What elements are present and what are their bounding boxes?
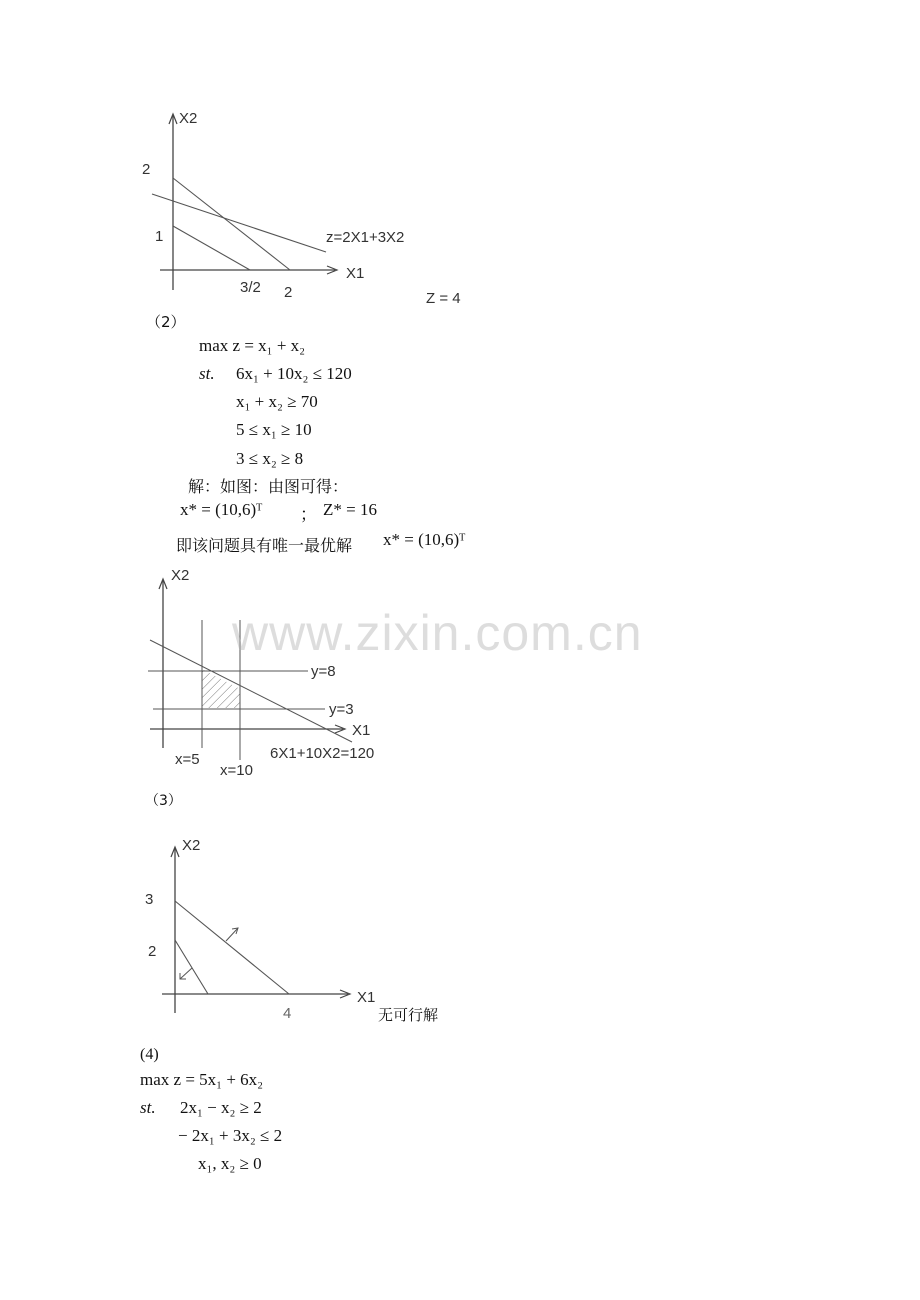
part2-st-label: st. [199, 364, 215, 383]
graph1-y-tick-1: 1 [155, 228, 164, 245]
graph3-line-2 [175, 940, 208, 994]
part4-objective: max z = 5x₁ + 6x₂ [140, 1070, 264, 1089]
graph1-y-tick-2: 2 [142, 161, 151, 178]
part2-objective: max z = x₁ + x₂ [199, 336, 306, 355]
part4-constraint-1: 2x₁ − x₂ ≥ 2 [180, 1098, 262, 1117]
graph3-arrow-lower [180, 968, 192, 979]
graph2-label-x5: x=5 [175, 751, 200, 768]
graph2-y-axis-label: X2 [171, 567, 190, 584]
graph1-objective-label: z=2X1+3X2 [326, 229, 405, 246]
graph3-y-axis-label: X2 [182, 837, 201, 854]
graph1-x-axis-label: X1 [346, 265, 365, 282]
graph3-no-solution: 无可行解 [378, 1006, 439, 1024]
graph3-arrow-upper [226, 928, 238, 941]
part2-constraint-4: 3 ≤ x₂ ≥ 8 [236, 449, 304, 468]
part4-constraint-2: − 2x₁ + 3x₂ ≤ 2 [178, 1126, 283, 1145]
part4-constraint-3: x₁, x₂ ≥ 0 [198, 1154, 262, 1173]
watermark: www.zixin.com.cn [232, 605, 643, 661]
graph2-label-y8: y=8 [311, 663, 336, 680]
part2-conclusion-x: x* = (10,6)ᵀ [383, 530, 466, 549]
part2-solution-intro: 解：如图：由图可得： [188, 477, 349, 496]
part2-constraint-3: 5 ≤ x₁ ≥ 10 [236, 420, 312, 439]
part2-constraint-1: 6x₁ + 10x₂ ≤ 120 [236, 364, 352, 383]
graph2-label-y3: y=3 [329, 701, 354, 718]
graph3-x-axis-label: X1 [357, 989, 376, 1006]
graph1-x-tick-2: 2 [284, 284, 293, 301]
part2-constraint-2: x₁ + x₂ ≥ 70 [236, 392, 318, 411]
part2-z-star: Z* = 16 [323, 500, 377, 519]
graph1-z-value: Z = 4 [426, 290, 461, 307]
part3-number: （3） [145, 793, 182, 809]
graph2-x-axis-label: X1 [352, 722, 371, 739]
graph3-y-tick-2: 2 [148, 943, 157, 960]
part2-x-star: x* = (10,6)ᵀ [180, 500, 263, 519]
graph3-line-3-4 [175, 901, 289, 994]
graph1-x-tick-3-2: 3/2 [240, 279, 261, 296]
part4-number: (4) [140, 1046, 159, 1063]
graph3-y-tick-3: 3 [145, 891, 154, 908]
graph3-x-tick-4: 4 [283, 1005, 292, 1022]
graph2-label-x10: x=10 [220, 762, 253, 779]
part2-conclusion-text: 即该问题具有唯一最优解 [176, 536, 353, 555]
part2-number: （2） [146, 313, 186, 331]
part4-st-label: st. [140, 1098, 156, 1117]
part2-separator: ； [300, 505, 317, 524]
graph2-constraint-label: 6X1+10X2=120 [270, 745, 375, 762]
graph1-y-axis-label: X2 [179, 110, 198, 127]
